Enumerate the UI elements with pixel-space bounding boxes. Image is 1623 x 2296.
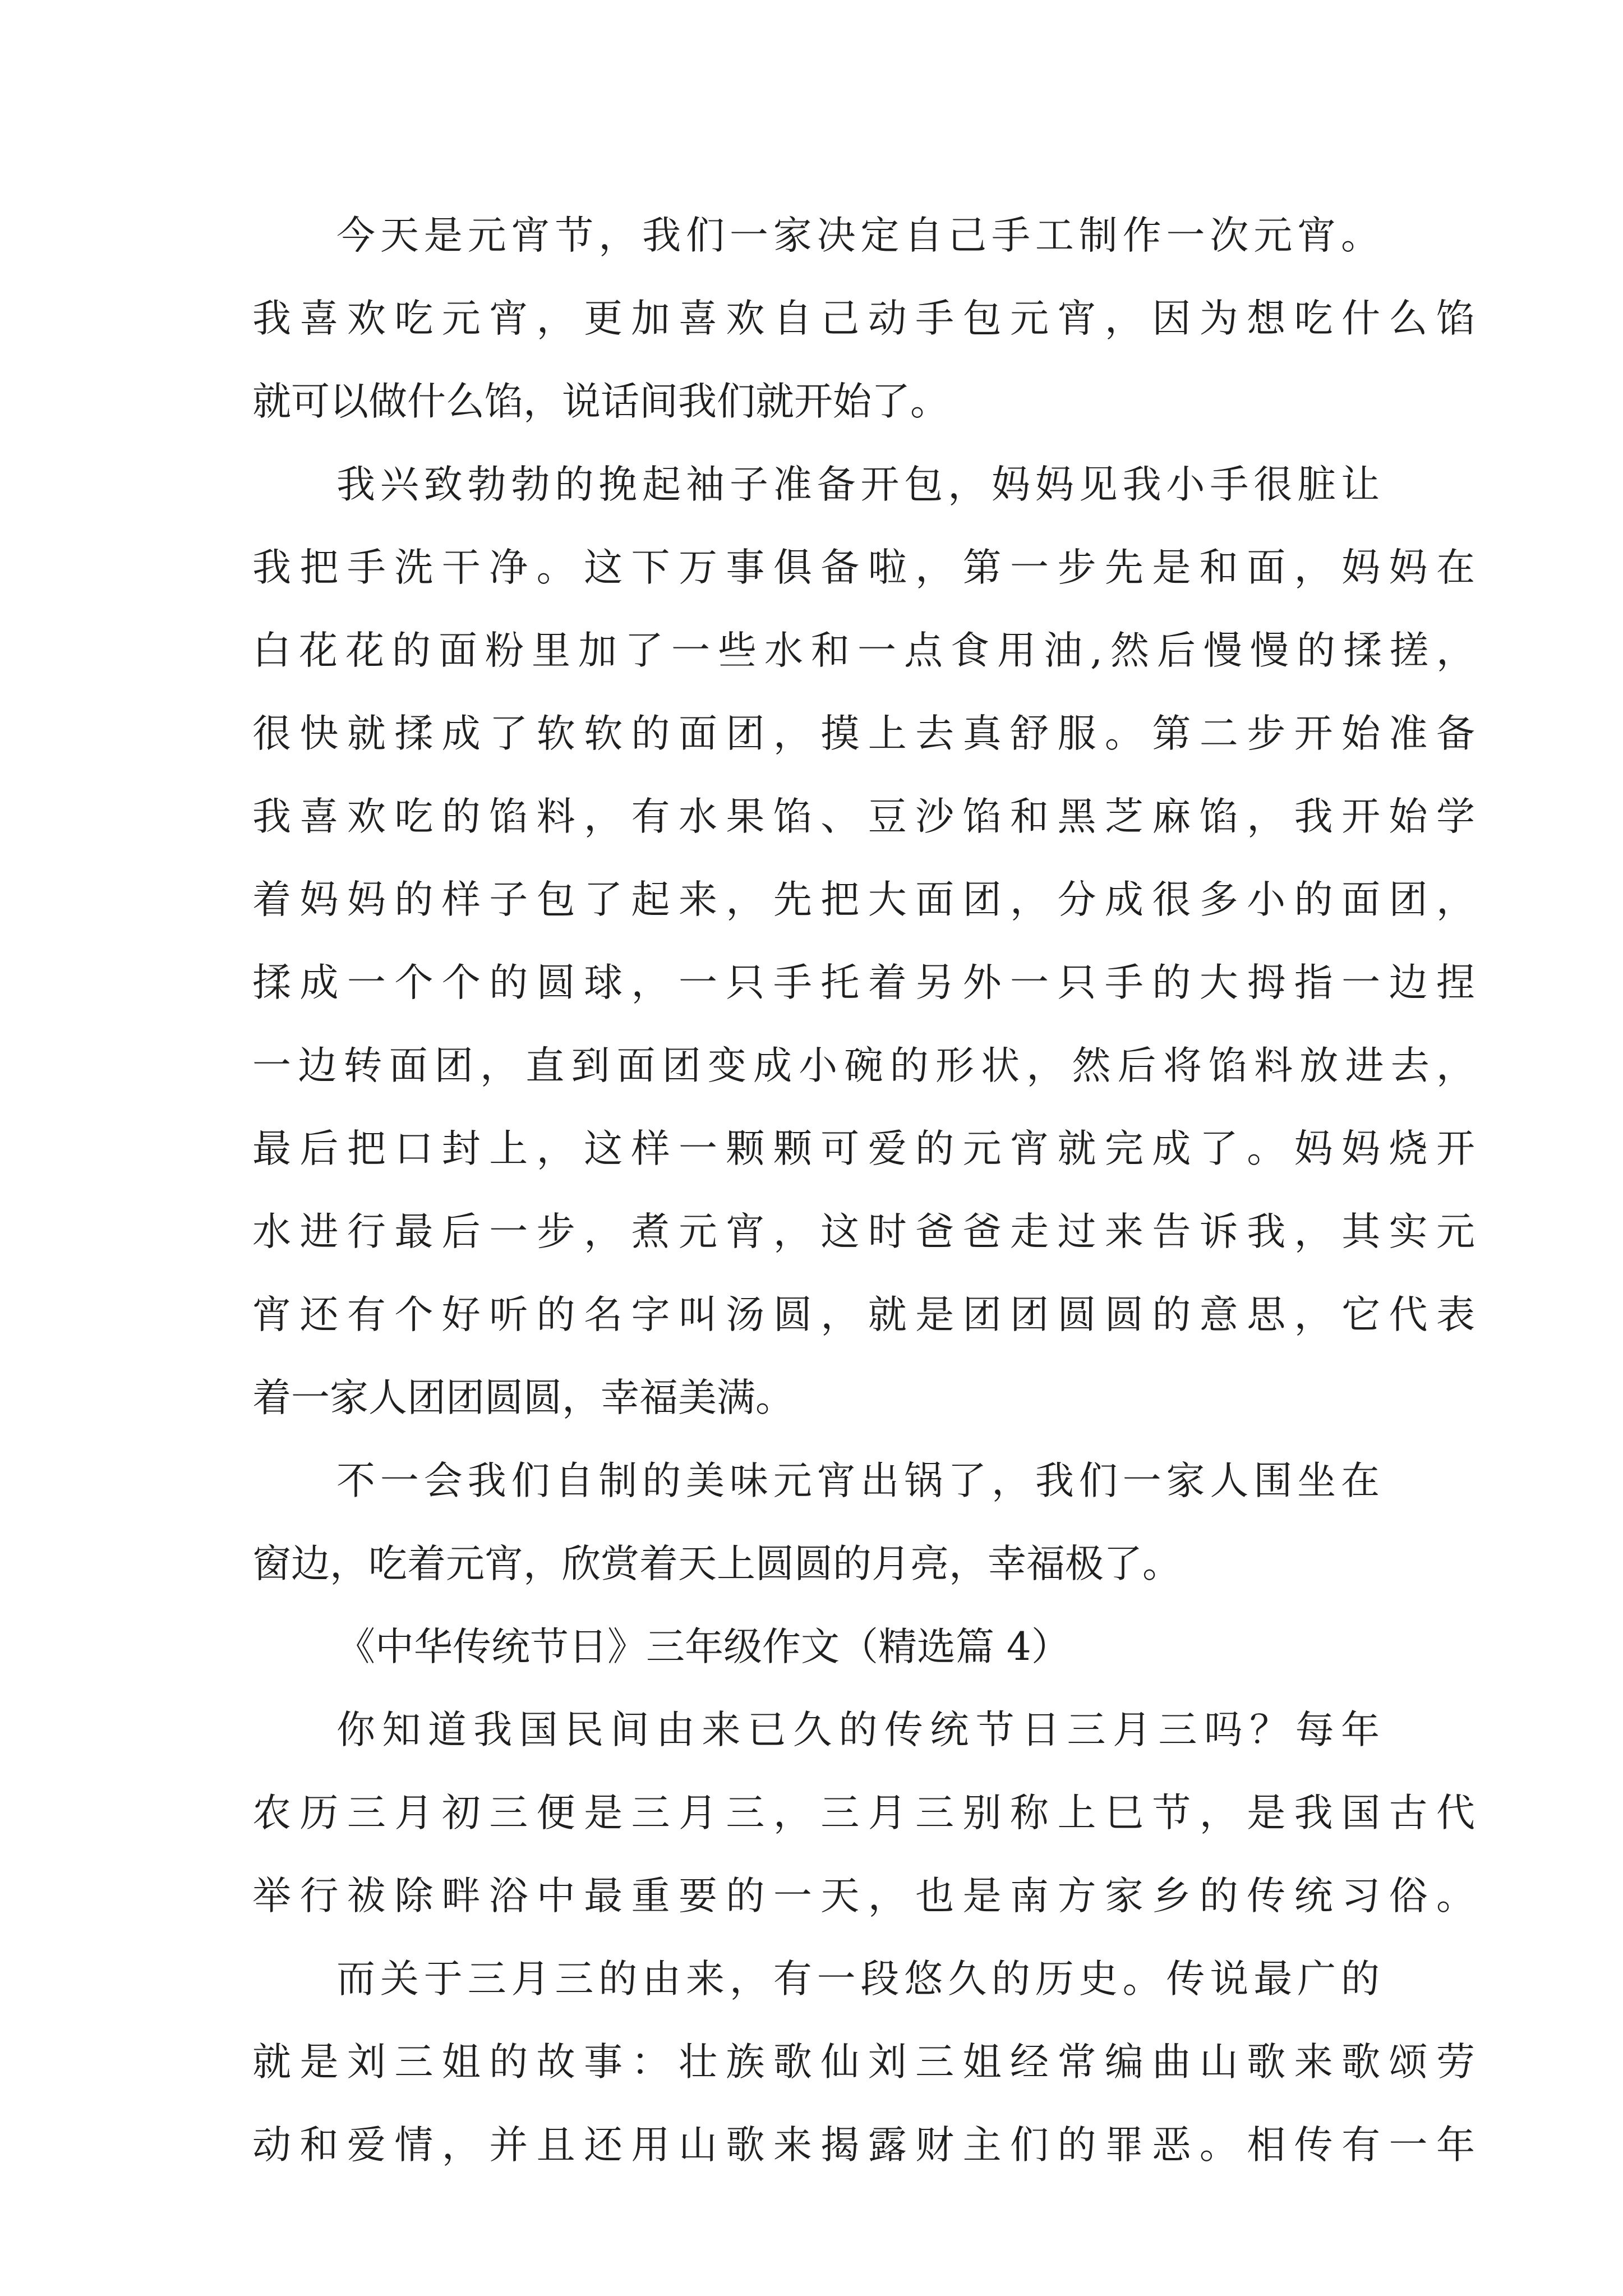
- text-line: 今天是元宵节，我们一家决定自己手工制作一次元宵。: [336, 213, 1380, 258]
- text-line: 我喜欢吃的馅料，有水果馅、豆沙馅和黑芝麻馅，我开始学: [252, 794, 1475, 839]
- text-line: 着妈妈的样子包了起来，先把大面团，分成很多小的面团，: [252, 877, 1475, 922]
- text-line: 我把手洗干净。这下万事俱备啦，第一步先是和面，妈妈在: [252, 545, 1475, 590]
- text-line: 动和爱情，并且还用山歌来揭露财主们的罪恶。相传有一年: [252, 2123, 1475, 2168]
- text-line: 我喜欢吃元宵，更加喜欢自己动手包元宵，因为想吃什么馅: [252, 296, 1475, 341]
- text-line: 水进行最后一步，煮元宵，这时爸爸走过来告诉我，其实元: [252, 1209, 1475, 1254]
- text-line: 就可以做什么馅，说话间我们就开始了。: [252, 379, 949, 424]
- text-line: 最后把口封上，这样一颗颗可爱的元宵就完成了。妈妈烧开: [252, 1126, 1475, 1171]
- text-line: 揉成一个个的圆球，一只手托着另外一只手的大拇指一边捏: [252, 960, 1475, 1005]
- text-line: 很快就揉成了软软的面团，摸上去真舒服。第二步开始准备: [252, 711, 1475, 756]
- section-heading: 《中华传统节日》三年级作文（精选篇 4）: [336, 1625, 1070, 1669]
- text-line: 农历三月初三便是三月三，三月三别称上巳节，是我国古代: [252, 1791, 1475, 1835]
- text-line: 就是刘三姐的故事：壮族歌仙刘三姐经常编曲山歌来歌颂劳: [252, 2040, 1475, 2085]
- text-line: 我兴致勃勃的挽起袖子准备开包，妈妈见我小手很脏让: [336, 462, 1380, 507]
- text-line: 举行祓除畔浴中最重要的一天，也是南方家乡的传统习俗。: [252, 1874, 1475, 1918]
- text-line: 不一会我们自制的美味元宵出锅了，我们一家人围坐在: [336, 1458, 1380, 1503]
- text-line: 而关于三月三的由来，有一段悠久的历史。传说最广的: [336, 1957, 1380, 2001]
- text-line: 一边转面团，直到面团变成小碗的形状，然后将馅料放进去，: [252, 1043, 1475, 1088]
- text-line: 窗边，吃着元宵，欣赏着天上圆圆的月亮，幸福极了。: [252, 1542, 1181, 1586]
- text-line: 着一家人团团圆圆，幸福美满。: [252, 1375, 794, 1420]
- text-line: 你知道我国民间由来已久的传统节日三月三吗？每年: [336, 1708, 1380, 1752]
- text-line: 白花花的面粉里加了一些水和一点食用油,然后慢慢的揉搓，: [252, 628, 1475, 673]
- text-line: 宵还有个好听的名字叫汤圆，就是团团圆圆的意思，它代表: [252, 1292, 1475, 1337]
